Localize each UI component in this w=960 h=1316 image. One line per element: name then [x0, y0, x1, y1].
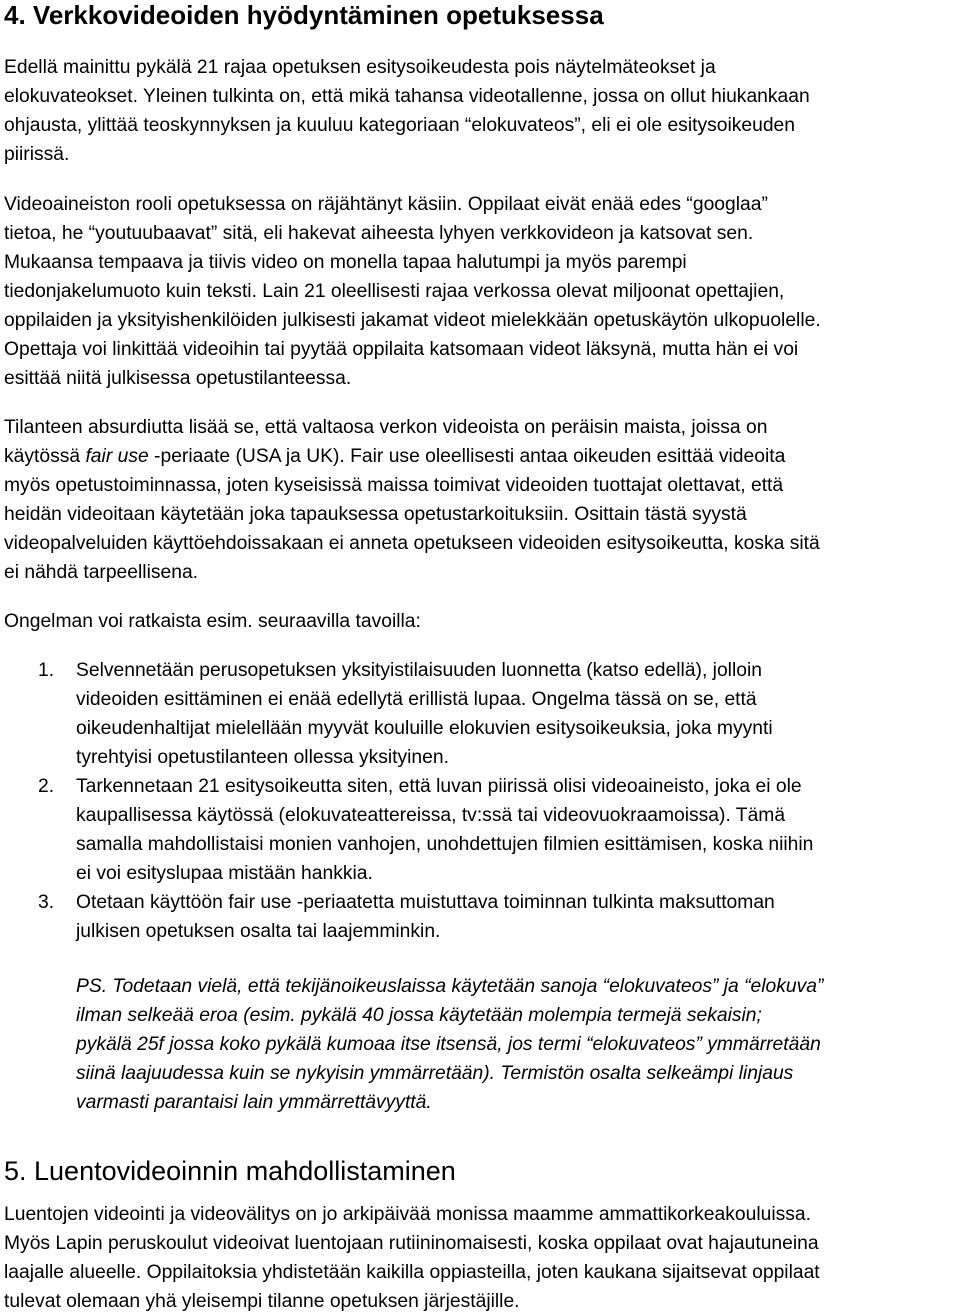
text-line: esittää niitä julkisessa opetustilanteessa.	[4, 368, 352, 389]
list-item-line: tyrehtyisi opetustilanteen ollessa yksityinen.	[76, 747, 449, 768]
text-line: oppilaiden ja yksityishenkilöiden julkisesti jakamat videot mielekkään opetuskäytön ulkopuolelle.	[4, 310, 821, 331]
text-line: Myös Lapin peruskoulut videoivat luentojaan rutiininomaisesti, koska oppilaat ovat hajautuneina	[4, 1233, 819, 1254]
text-line: heidän videoitaan käytetään joka tapauksessa opetustarkoituksiin. Osittain tästä syystä	[4, 504, 747, 525]
text-line: laajalle alueelle. Oppilaitoksia yhdistetään kaikilla oppiasteilla, joten kaukana sijaitsevat oppilaat	[4, 1262, 820, 1283]
text-line: tietoa, he “youtuubaavat” sitä, eli hakevat aiheesta lyhyen verkkovideon ja katsovat sen.	[4, 223, 754, 244]
ps-line: pykälä 25f jossa koko pykälä kumoaa itse itsensä, jos termi “elokuvateos” ymmärretään	[76, 1034, 821, 1055]
text-line: myös opetustoiminnassa, joten kyseisissä maissa toimivat videoiden tuottajat olettavat, että	[4, 475, 784, 496]
list-item-number: 1.	[38, 660, 55, 681]
list-item-line: oikeudenhaltijat mielellään myyvät kouluille elokuvien esitysoikeuksia, joka myynti	[76, 718, 773, 739]
text-line: Mukaansa tempaava ja tiivis video on monella tapaa halutumpi ja myös parempi	[4, 252, 687, 273]
text-line: Videoaineiston rooli opetuksessa on räjähtänyt käsiin. Oppilaat eivät enää edes “googlaa”	[4, 194, 768, 215]
text-line: elokuvateokset. Yleinen tulkinta on, että mikä tahansa videotallenne, jossa on ollut hiukankaan	[4, 86, 810, 107]
list-item-line: julkisen opetuksen osalta tai laajemminkin.	[76, 921, 441, 942]
text-line: piirissä.	[4, 144, 70, 165]
text-line: Luentojen videointi ja videovälitys on jo arkipäivää monissa maamme ammattikorkeakouluissa.	[4, 1204, 811, 1225]
list-item-number: 3.	[38, 892, 55, 913]
text-line: Tilanteen absurdiutta lisää se, että valtaosa verkon videoista on peräisin maista, joissa on	[4, 417, 768, 438]
list-item-line: Tarkennetaan 21 esitysoikeutta siten, että luvan piirissä olisi videoaineisto, joka ei ole	[76, 776, 802, 797]
text-line: Edellä mainittu pykälä 21 rajaa opetuksen esitysoikeudesta pois näytelmäteokset ja	[4, 57, 716, 78]
text-line: Opettaja voi linkittää videoihin tai pyytää oppilaita katsomaan videot läksynä, mutta hän ei voi	[4, 339, 799, 360]
text-line: ohjausta, ylittää teoskynnyksen ja kuuluu kategoriaan “elokuvateos”, eli ei ole esitysoikeuden	[4, 115, 796, 136]
list-item-line: Otetaan käyttöön fair use -periaatetta muistuttava toiminnan tulkinta maksuttoman	[76, 892, 775, 913]
section-4-heading: 4. Verkkovideoiden hyödyntäminen opetuksessa	[4, 0, 604, 30]
text-run: käytössä	[4, 446, 86, 467]
list-item-line: videoiden esittäminen ei enää edellytä erillistä lupaa. Ongelma tässä on se, että	[76, 689, 757, 710]
text-line: videopalveluiden käyttöehdoissakaan ei anneta opetukseen videoiden esitysoikeutta, koska sitä	[4, 533, 820, 554]
list-item-number: 2.	[38, 776, 55, 797]
text-line: tiedonjakelumuoto kuin teksti. Lain 21 oleellisesti rajaa verkossa olevat miljoonat opettajien,	[4, 281, 785, 302]
list-item-line: kaupallisessa käytössä (elokuvateattereissa, tv:ssä tai videovuokraamoissa). Tämä	[76, 805, 786, 826]
section-4-paragraph-4: Ongelman voi ratkaista esim. seuraavilla tavoilla:	[4, 611, 421, 632]
ps-line: ilman selkeää eroa (esim. pykälä 40 jossa käytetään molempia termejä sekaisin;	[76, 1005, 762, 1026]
text-line: ei nähdä tarpeellisena.	[4, 562, 199, 583]
section-5-heading: 5. Luentovideoinnin mahdollistaminen	[4, 1156, 456, 1186]
ps-line: varmasti parantaisi lain ymmärrettävyyttä.	[76, 1092, 432, 1113]
ps-line: siinä laajuudessa kuin se nykyisin ymmärretään). Termistön osalta selkeämpi linjaus	[76, 1063, 794, 1084]
fair-use-term: fair use	[85, 446, 149, 467]
text-line	[4, 442, 960, 471]
text-line: tulevat olemaan yhä yleisempi tilanne opetuksen järjestäjille.	[4, 1291, 520, 1312]
list-item-line: samalla mahdollistaisi monien vanhojen, unohdettujen filmien esittämisen, koska niihin	[76, 834, 814, 855]
list-item-line: ei voi esityslupaa mistään hankkia.	[76, 863, 373, 884]
text-run: -periaate (USA ja UK). Fair use oleellisesti antaa oikeuden esittää videoita	[148, 446, 786, 467]
ps-line: PS. Todetaan vielä, että tekijänoikeuslaissa käytetään sanoja “elokuvateos” ja “elokuva”	[76, 976, 824, 997]
list-item-line: Selvennetään perusopetuksen yksityistilaisuuden luonnetta (katso edellä), jolloin	[76, 660, 762, 681]
